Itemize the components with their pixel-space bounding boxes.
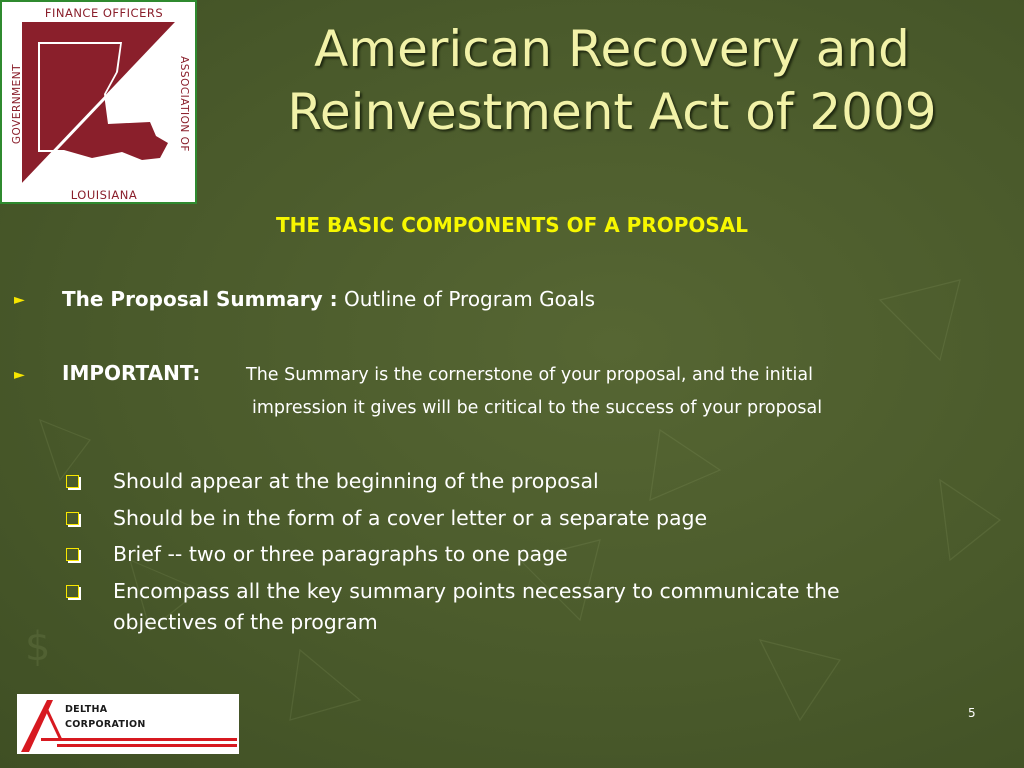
checklist-item: Brief -- two or three paragraphs to one page xyxy=(113,542,568,566)
checklist-item-line1: Encompass all the key summary points necessary to communicate the xyxy=(113,579,840,603)
gfoa-logo-top-text: FINANCE OFFICERS xyxy=(44,6,164,20)
checklist-item: Should appear at the beginning of the proposal xyxy=(113,469,599,493)
checkbox-bullet-icon xyxy=(66,512,79,525)
slide-subtitle: THE BASIC COMPONENTS OF A PROPOSAL xyxy=(275,213,749,237)
important-text-line1: The Summary is the cornerstone of your proposal, and the initial xyxy=(246,365,813,385)
bullet-important xyxy=(62,361,200,385)
slide-title-line2: Reinvestment Act of 2009 xyxy=(287,83,937,141)
checkbox-bullet-icon xyxy=(66,475,79,488)
gfoa-louisiana-logo xyxy=(0,0,197,204)
bullet-label: IMPORTANT: xyxy=(62,361,201,385)
page-number: 5 xyxy=(968,706,976,720)
gfoa-logo-left-text: GOVERNMENT xyxy=(11,63,23,145)
arrow-bullet-icon: ► xyxy=(14,292,25,308)
gfoa-logo-bottom-text: LOUISIANA xyxy=(70,188,138,202)
slide-title xyxy=(212,18,1012,144)
bullet-proposal-summary xyxy=(62,287,595,311)
deltha-corporation-logo xyxy=(17,694,239,754)
important-text-line2: impression it gives will be critical to the success of your proposal xyxy=(252,398,823,418)
checklist-item-line2: objectives of the program xyxy=(113,610,378,634)
checkbox-bullet-icon xyxy=(66,585,79,598)
svg-text:$: $ xyxy=(25,624,51,670)
deltha-logo-line1: DELTHA xyxy=(65,704,108,715)
gfoa-logo-right-text: ASSOCIATION OF xyxy=(178,56,190,152)
bullet-text: Outline of Program Goals xyxy=(343,287,596,311)
checklist-item: Should be in the form of a cover letter or a separate page xyxy=(113,506,708,530)
checkbox-bullet-icon xyxy=(66,548,79,561)
bullet-label: The Proposal Summary : xyxy=(62,287,338,311)
slide-title-line1: American Recovery and xyxy=(314,20,910,78)
deltha-logo-line2: CORPORATION xyxy=(65,719,146,730)
arrow-bullet-icon: ► xyxy=(14,367,25,383)
